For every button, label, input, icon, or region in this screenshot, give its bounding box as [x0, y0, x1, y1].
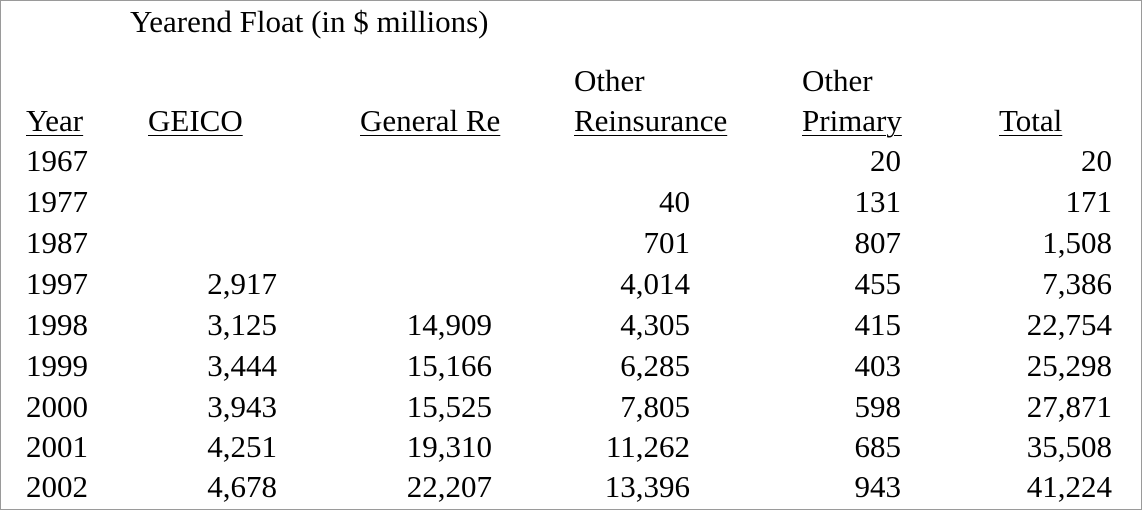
header-other-reinsurance-line2 [574, 101, 727, 141]
cell-year: 1999 [26, 348, 88, 383]
cell-general-re: 22,207 [406, 469, 492, 504]
table-row [0, 141, 1142, 181]
header-geico [148, 101, 243, 141]
table-row [0, 387, 1142, 427]
header-other-primary-line1 [802, 61, 873, 101]
table-row [0, 182, 1142, 222]
table-row [0, 427, 1142, 467]
header-total-label: Total [999, 103, 1063, 138]
cell-year: 1987 [26, 225, 88, 260]
header-other-reinsurance-line1 [574, 61, 645, 101]
cell-other-reinsurance: 701 [643, 225, 690, 260]
header-other-reinsurance-line2-label: Reinsurance [574, 103, 728, 138]
table-row [0, 305, 1142, 345]
cell-other-primary: 20 [870, 143, 901, 178]
cell-other-primary: 403 [854, 348, 901, 383]
cell-year: 1998 [26, 307, 88, 342]
cell-other-primary: 131 [854, 184, 901, 219]
table-title: Yearend Float (in $ millions) [130, 4, 489, 39]
header-general-re [360, 101, 500, 141]
cell-year: 1997 [26, 266, 88, 301]
cell-general-re: 15,525 [406, 389, 492, 424]
table-row [0, 467, 1142, 507]
cell-other-primary: 807 [854, 225, 901, 260]
header-geico-label: GEICO [148, 103, 243, 138]
cell-total: 25,298 [1026, 348, 1112, 383]
cell-geico: 4,251 [207, 429, 277, 464]
header-year [26, 101, 83, 141]
cell-total: 171 [1065, 184, 1112, 219]
table-row [0, 223, 1142, 263]
cell-geico: 3,444 [207, 348, 277, 383]
cell-other-reinsurance: 11,262 [605, 429, 690, 464]
cell-year: 2002 [26, 469, 88, 504]
cell-general-re: 14,909 [406, 307, 492, 342]
cell-other-primary: 685 [854, 429, 901, 464]
header-other-primary-line2-label: Primary [802, 103, 902, 138]
cell-geico: 3,125 [207, 307, 277, 342]
cell-other-primary: 943 [854, 469, 901, 504]
table-row [0, 264, 1142, 304]
cell-other-reinsurance: 7,805 [620, 389, 690, 424]
cell-total: 35,508 [1026, 429, 1112, 464]
cell-total: 1,508 [1042, 225, 1112, 260]
cell-other-reinsurance: 4,014 [620, 266, 690, 301]
cell-other-primary: 415 [854, 307, 901, 342]
header-other-primary-line1-label: Other [802, 63, 873, 98]
header-year-label: Year [26, 103, 84, 138]
cell-other-reinsurance: 6,285 [620, 348, 690, 383]
table-row [0, 346, 1142, 386]
cell-other-primary: 455 [854, 266, 901, 301]
cell-geico: 2,917 [207, 266, 277, 301]
cell-total: 27,871 [1026, 389, 1112, 424]
cell-year: 2001 [26, 429, 88, 464]
header-other-primary-line2 [802, 101, 902, 141]
cell-total: 7,386 [1042, 266, 1112, 301]
cell-geico: 4,678 [207, 469, 277, 504]
header-other-reinsurance-line1-label: Other [574, 63, 645, 98]
cell-year: 2000 [26, 389, 88, 424]
header-general-re-label: General Re [360, 103, 501, 138]
cell-geico: 3,943 [207, 389, 277, 424]
header-total [999, 101, 1062, 141]
cell-year: 1967 [26, 143, 88, 178]
cell-total: 20 [1081, 143, 1112, 178]
cell-other-reinsurance: 13,396 [604, 469, 690, 504]
cell-other-primary: 598 [854, 389, 901, 424]
cell-general-re: 15,166 [406, 348, 492, 383]
cell-total: 22,754 [1026, 307, 1112, 342]
cell-other-reinsurance: 40 [659, 184, 690, 219]
cell-year: 1977 [26, 184, 88, 219]
cell-total: 41,224 [1026, 469, 1112, 504]
cell-general-re: 19,310 [406, 429, 492, 464]
cell-other-reinsurance: 4,305 [620, 307, 690, 342]
